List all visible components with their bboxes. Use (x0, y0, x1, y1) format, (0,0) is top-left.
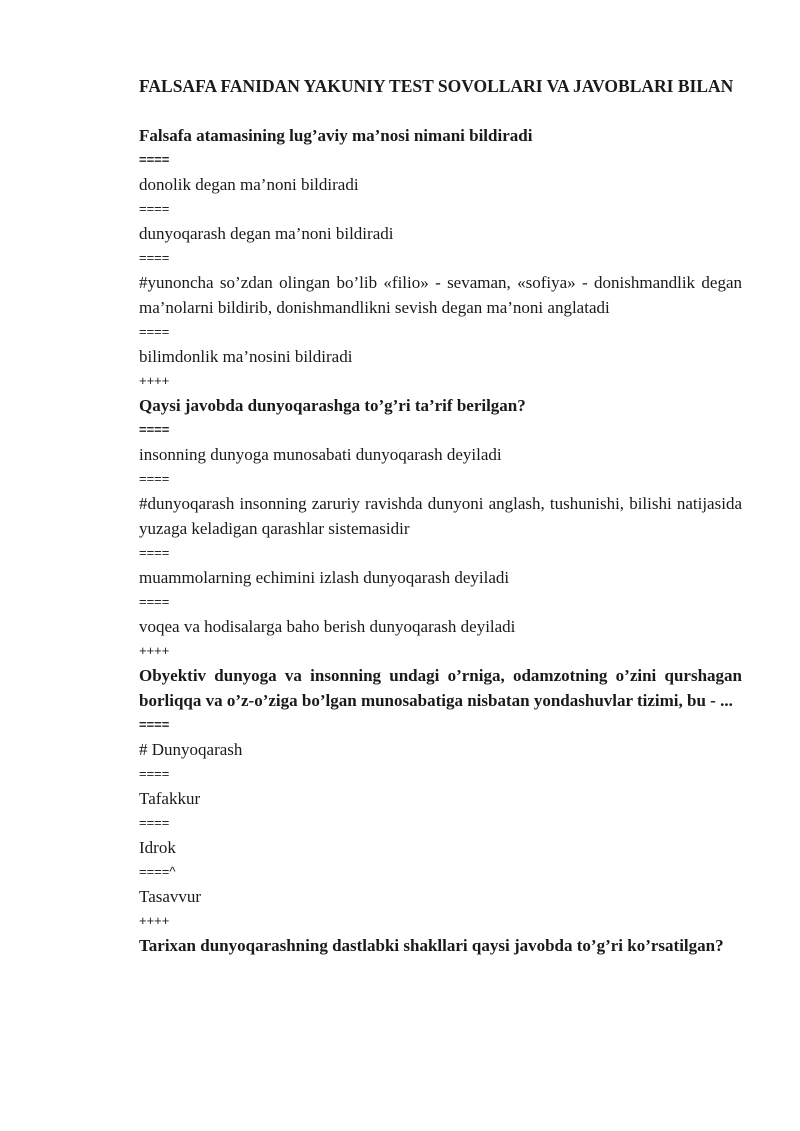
answer-option: Idrok (139, 838, 176, 857)
question-text: Obyektiv dunyoga va insonning undagi o’rniga, odamzotning o’zini qurshagan borliqqa va o’z-o’ziga bo’lgan munosabatiga nisbatan yondashuvlar tizimi, bu - ... (139, 666, 742, 710)
answer-option: Tafakkur (139, 789, 201, 808)
separator: ==== (139, 594, 170, 609)
separator: ==== (139, 152, 170, 167)
separator: ==== (139, 717, 170, 732)
question-block-3 (139, 663, 742, 933)
answer-option: insonning dunyoga munosabati dunyoqarash deyiladi (139, 445, 502, 464)
separator: ++++ (139, 373, 170, 388)
separator: ==== (139, 422, 170, 437)
separator: ==== (139, 545, 170, 560)
question-text: Tarixan dunyoqarashning dastlabki shakllari qaysi javobda to’g’ri ko’rsatilgan? (139, 936, 724, 955)
document-title: FALSAFA FANIDAN YAKUNIY TEST SOVOLLARI VA JAVOBLARI BILAN (139, 76, 734, 96)
separator: ==== (139, 815, 170, 830)
document-page (139, 74, 742, 958)
separator: ==== (139, 324, 170, 339)
separator: ==== (139, 766, 170, 781)
answer-option: donolik degan ma’noni bildiradi (139, 175, 359, 194)
answer-option-correct: #yunoncha so’zdan olingan bo’lib «filio» - sevaman, «sofiya» - donishmandlik degan ma’nolarni bildirib, donishmandlikni sevish degan ma’noni anglatadi (139, 273, 742, 317)
separator: ====^ (139, 864, 176, 879)
answer-option-correct: #dunyoqarash insonning zaruriy ravishda dunyoni anglash, tushunishi, bilishi natijasida yuzaga keladigan qarashlar sistemasidir (139, 494, 742, 538)
separator: ++++ (139, 643, 170, 658)
separator: ==== (139, 250, 170, 265)
separator: ++++ (139, 913, 170, 928)
question-block-2 (139, 393, 742, 663)
answer-option-correct: # Dunyoqarash (139, 740, 243, 759)
question-block-4 (139, 933, 742, 958)
separator: ==== (139, 201, 170, 216)
question-text: Falsafa atamasining lug’aviy ma’nosi nimani bildiradi (139, 126, 533, 145)
answer-option: muammolarning echimini izlash dunyoqarash deyiladi (139, 568, 510, 587)
answer-option: Tasavvur (139, 887, 202, 906)
answer-option: voqea va hodisalarga baho berish dunyoqarash deyiladi (139, 617, 516, 636)
question-text: Qaysi javobda dunyoqarashga to’g’ri ta’rif berilgan? (139, 396, 526, 415)
question-block-1 (139, 123, 742, 393)
separator: ==== (139, 471, 170, 486)
answer-option: dunyoqarash degan ma’noni bildiradi (139, 224, 394, 243)
answer-option: bilimdonlik ma’nosini bildiradi (139, 347, 353, 366)
